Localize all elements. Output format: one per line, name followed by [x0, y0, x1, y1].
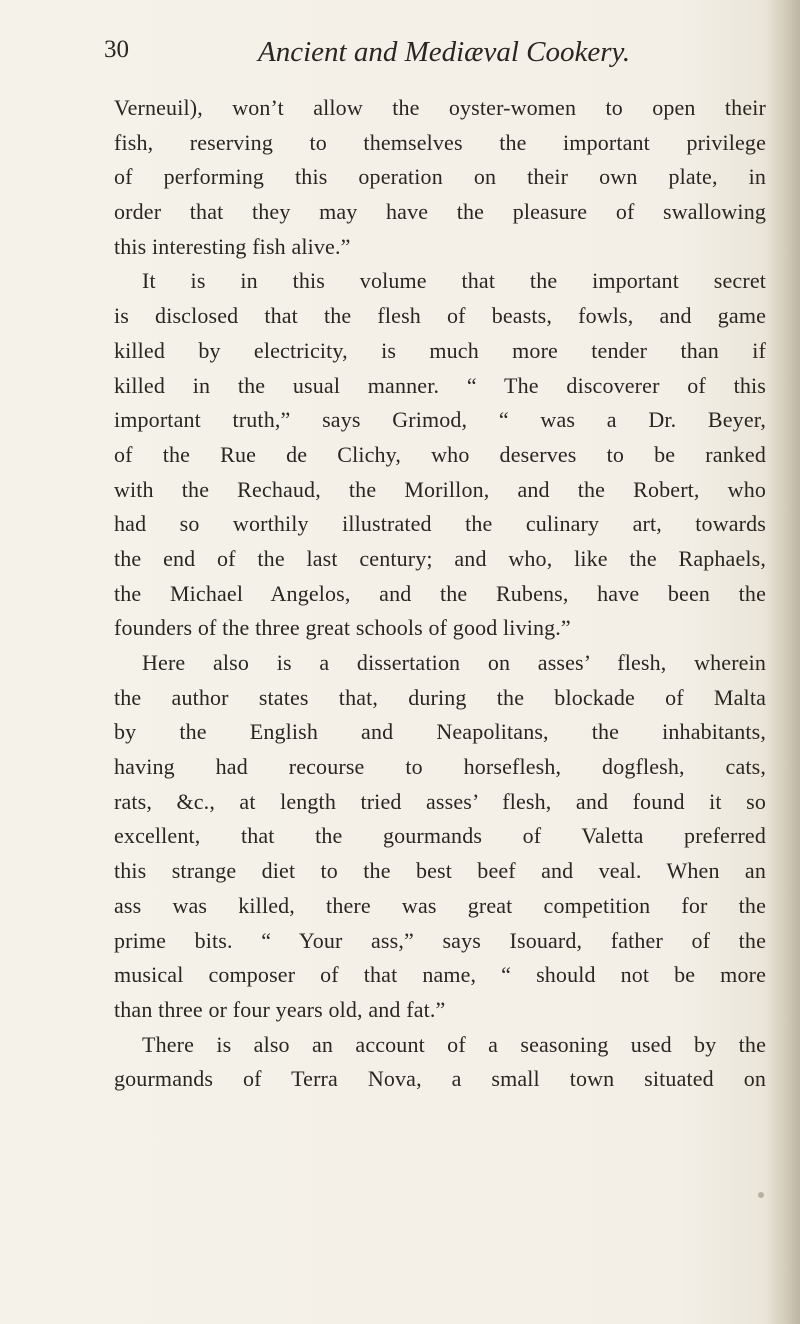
page-number: 30: [104, 36, 129, 63]
running-title: Ancient and Mediæval Cookery.: [258, 36, 631, 68]
text-line: had so worthily illustrated the culinary art, towards: [114, 511, 766, 537]
print-speck: [758, 1192, 764, 1198]
text-line: musical composer of that name, “ should not be more: [114, 962, 766, 988]
text-line: There is also an account of a seasoning used by the: [142, 1031, 766, 1057]
text-line: of the Rue de Clichy, who deserves to be ranked: [114, 441, 766, 467]
page-header: [104, 36, 664, 76]
text-line: founders of the three great schools of good living.”: [114, 615, 571, 641]
text-line: It is in this volume that the important secret: [142, 268, 766, 294]
text-line: is disclosed that the flesh of beasts, fowls, and game: [114, 303, 766, 329]
text-line: this strange diet to the best beef and veal. When an: [114, 858, 766, 884]
text-line: ass was killed, there was great competition for the: [114, 892, 766, 918]
text-line: this interesting fish alive.”: [114, 233, 351, 259]
text-line: having had recourse to horseflesh, dogflesh, cats,: [114, 754, 766, 780]
text-line: gourmands of Terra Nova, a small town situated on: [114, 1066, 766, 1092]
page-edge-shadow: [766, 0, 800, 1324]
text-line: Verneuil), won’t allow the oyster-women to open their: [114, 95, 766, 120]
body-text: [114, 91, 766, 1097]
text-line: killed in the usual manner. “ The discoverer of this: [114, 372, 766, 398]
text-line: fish, reserving to themselves the important privilege: [114, 129, 766, 155]
text-line: killed by electricity, is much more tender than if: [114, 337, 766, 363]
text-line: the end of the last century; and who, like the Raphaels,: [114, 545, 766, 571]
text-line: rats, &c., at length tried asses’ flesh, and found it so: [114, 788, 766, 814]
text-line: the author states that, during the blockade of Malta: [114, 684, 766, 710]
text-line: excellent, that the gourmands of Valetta preferred: [114, 823, 766, 849]
text-line: of performing this operation on their own plate, in: [114, 164, 766, 190]
text-line: with the Rechaud, the Morillon, and the Robert, who: [114, 476, 766, 502]
text-line: prime bits. “ Your ass,” says Isouard, father of the: [114, 927, 766, 953]
text-line: important truth,” says Grimod, “ was a Dr. Beyer,: [114, 407, 766, 433]
text-line: order that they may have the pleasure of swallowing: [114, 199, 766, 225]
text-line: by the English and Neapolitans, the inhabitants,: [114, 719, 766, 745]
text-line: Here also is a dissertation on asses’ flesh, wherein: [142, 650, 766, 675]
text-line: than three or four years old, and fat.”: [114, 996, 446, 1022]
text-line: the Michael Angelos, and the Rubens, have been the: [114, 580, 766, 606]
